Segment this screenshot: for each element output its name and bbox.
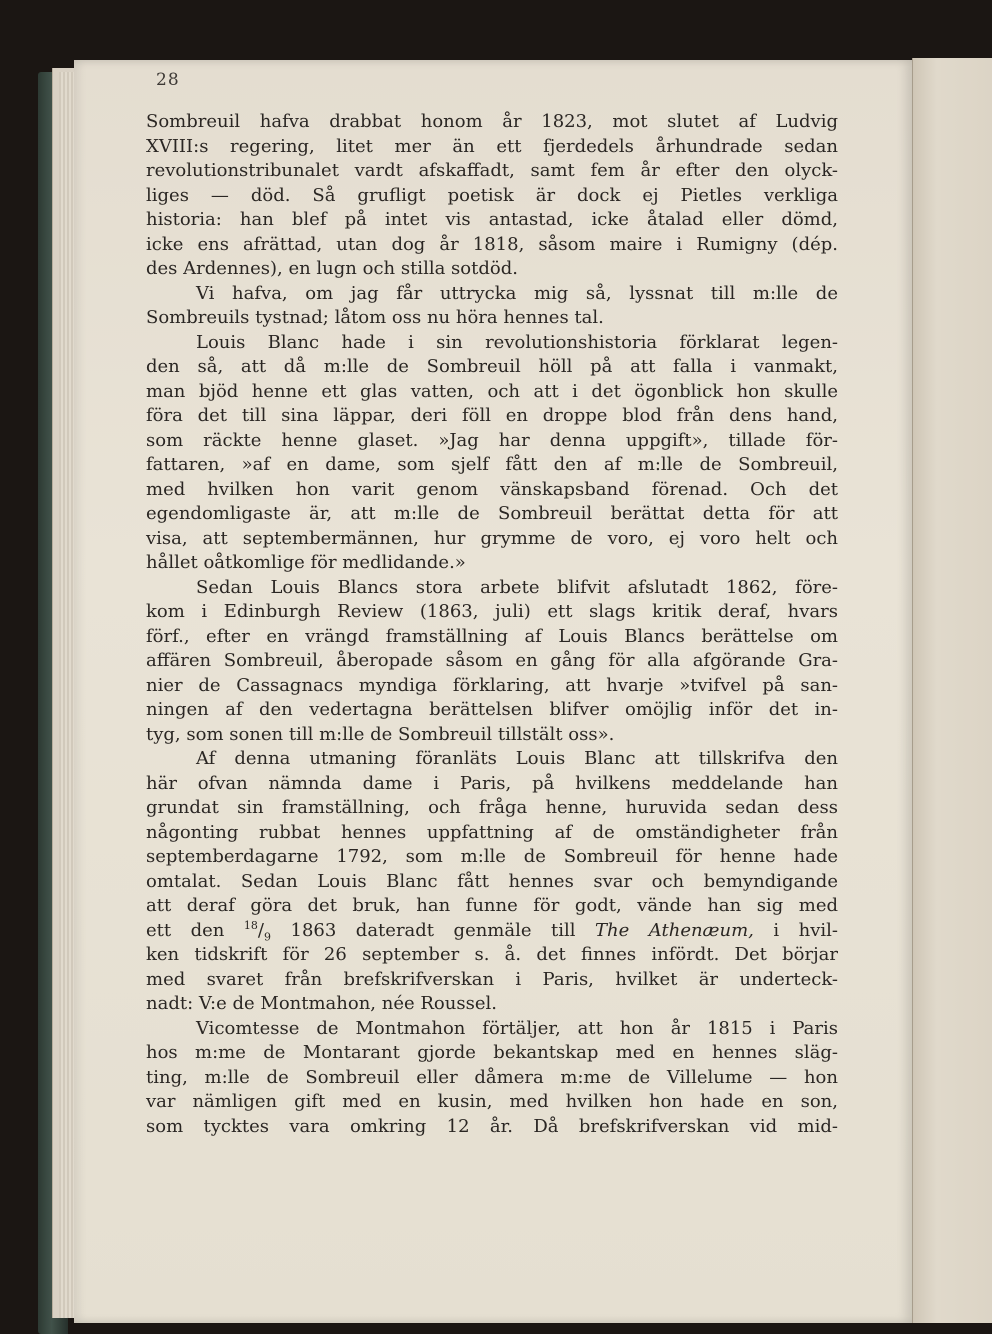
text-line: Sombreuils tystnad; låtom oss nu höra hennes tal. — [146, 307, 604, 328]
text-line: Vi hafva, om jag får uttrycka mig så, lyssnat till m:lle de — [196, 282, 838, 304]
date-month: 9 — [263, 930, 271, 944]
text-line: hos m:me de Montarant gjorde bekantskap med en hennes släg- — [146, 1042, 838, 1063]
text-line: ningen af den vedertagna berättelsen blifver omöjlig inför det in- — [146, 699, 838, 720]
text-line: Vicomtesse de Montmahon förtäljer, att hon år 1815 i Paris — [196, 1017, 838, 1039]
text-line: Sombreuil hafva drabbat honom år 1823, mot slutet af Ludvig — [146, 111, 838, 132]
text-line: Sedan Louis Blancs stora arbete blifvit afslutadt 1862, före- — [196, 576, 838, 598]
text-fragment: i hvil- — [753, 919, 839, 941]
text-line: septemberdagarne 1792, som m:lle de Sombreuil för henne hade — [146, 846, 838, 867]
text-line: visa, att septembermännen, hur grymme de voro, ej voro helt och — [146, 527, 838, 549]
journal-title: The Athenæum, — [595, 919, 754, 941]
text-line: egendomligaste är, att m:lle de Sombreuil berättat detta för att — [146, 503, 838, 524]
text-line: fattaren, »af en dame, som sjelf fått den af m:lle de Sombreuil, — [146, 454, 838, 475]
text-line: den så, att då m:lle de Sombreuil höll på att falla i vanmakt, — [146, 356, 838, 377]
text-line: förf., efter en vrängd framställning af Louis Blancs berättelse om — [146, 625, 838, 647]
text-line: des Ardennes), en lugn och stilla sotdöd. — [146, 258, 518, 279]
text-line: som tycktes vara omkring 12 år. Då brefskrifverskan vid mid- — [146, 1115, 838, 1137]
text-line: nadt: V:e de Montmahon, née Roussel. — [146, 993, 497, 1014]
text-line: ken tidskrift för 26 september s. å. det finnes infördt. Det börjar — [146, 944, 838, 965]
text-line: affären Sombreuil, åberopade såsom en gång för alla afgörande Gra- — [146, 650, 838, 671]
text-line: här ofvan nämnda dame i Paris, på hvilkens meddelande han — [146, 772, 838, 794]
text-line: icke ens afrättad, utan dog år 1818, såsom maire i Rumigny (dép. — [146, 233, 838, 255]
text-line: Louis Blanc hade i sin revolutionshistoria förklarat legen- — [196, 331, 838, 353]
text-line: med svaret från brefskrifverskan i Paris, hvilket är underteck- — [146, 968, 838, 990]
text-line: historia: han blef på intet vis antastad, icke åtalad eller dömd, — [146, 209, 838, 230]
text-line: var nämligen gift med en kusin, med hvilken hon hade en son, — [146, 1091, 838, 1112]
text-line: liges — död. Så grufligt poetisk är dock ej Pietles verkliga — [146, 184, 838, 206]
text-line: Af denna utmaning föranläts Louis Blanc att tillskrifva den — [196, 748, 838, 769]
text-lines-top — [146, 110, 838, 919]
text-line: hållet oåtkomlige för medlidande.» — [146, 552, 466, 573]
text-line: någonting rubbat hennes uppfattning af de omständigheter från — [146, 821, 838, 843]
text-line: ting, m:lle de Sombreuil eller dåmera m:me de Villelume — hon — [146, 1066, 838, 1088]
text-line: grundat sin framställning, och fråga henne, huruvida sedan dess — [146, 797, 838, 818]
text-line: kom i Edinburgh Review (1863, juli) ett slags kritik deraf, hvars — [146, 601, 838, 622]
text-line-date: ett den $^{18}/_9$ 1863 dateradt genmäle till The Athenæum, i hvil- — [146, 918, 839, 944]
text-line: revolutionstribunalet vardt afskaffadt, samt fem år efter den olyck- — [146, 160, 838, 181]
text-fragment: ett den — [146, 919, 244, 941]
text-line: omtalat. Sedan Louis Blanc fått hennes svar och bemyndigande — [146, 870, 838, 892]
text-line: att deraf göra det bruk, han funne för godt, vände han sig med — [146, 895, 838, 916]
text-line: som räckte henne glaset. »Jag har denna uppgift», tillade för- — [146, 429, 838, 451]
date-day: 18 — [243, 918, 258, 932]
text-line: föra det till sina läppar, deri föll en droppe blod från dens hand, — [146, 405, 838, 426]
text-line: man bjöd henne ett glas vatten, och att i det ögonblick hon skulle — [146, 380, 838, 402]
text-lines-bottom — [146, 943, 838, 1139]
page-number: 28 — [156, 70, 180, 90]
text-line: nier de Cassagnacs myndiga förklaring, att hvarje »tvifvel på san- — [146, 674, 838, 696]
text-line: XVIII:s regering, litet mer än ett fjerdedels århundrade sedan — [146, 135, 838, 157]
text-fragment: 1863 dateradt genmäle till — [270, 919, 596, 941]
body-text — [146, 110, 838, 1139]
facing-page-edge — [912, 58, 992, 1323]
text-line: tyg, som sonen till m:lle de Sombreuil tillstält oss». — [146, 723, 615, 745]
text-line: med hvilken hon varit genom vänskapsband förenad. Och det — [146, 478, 838, 500]
